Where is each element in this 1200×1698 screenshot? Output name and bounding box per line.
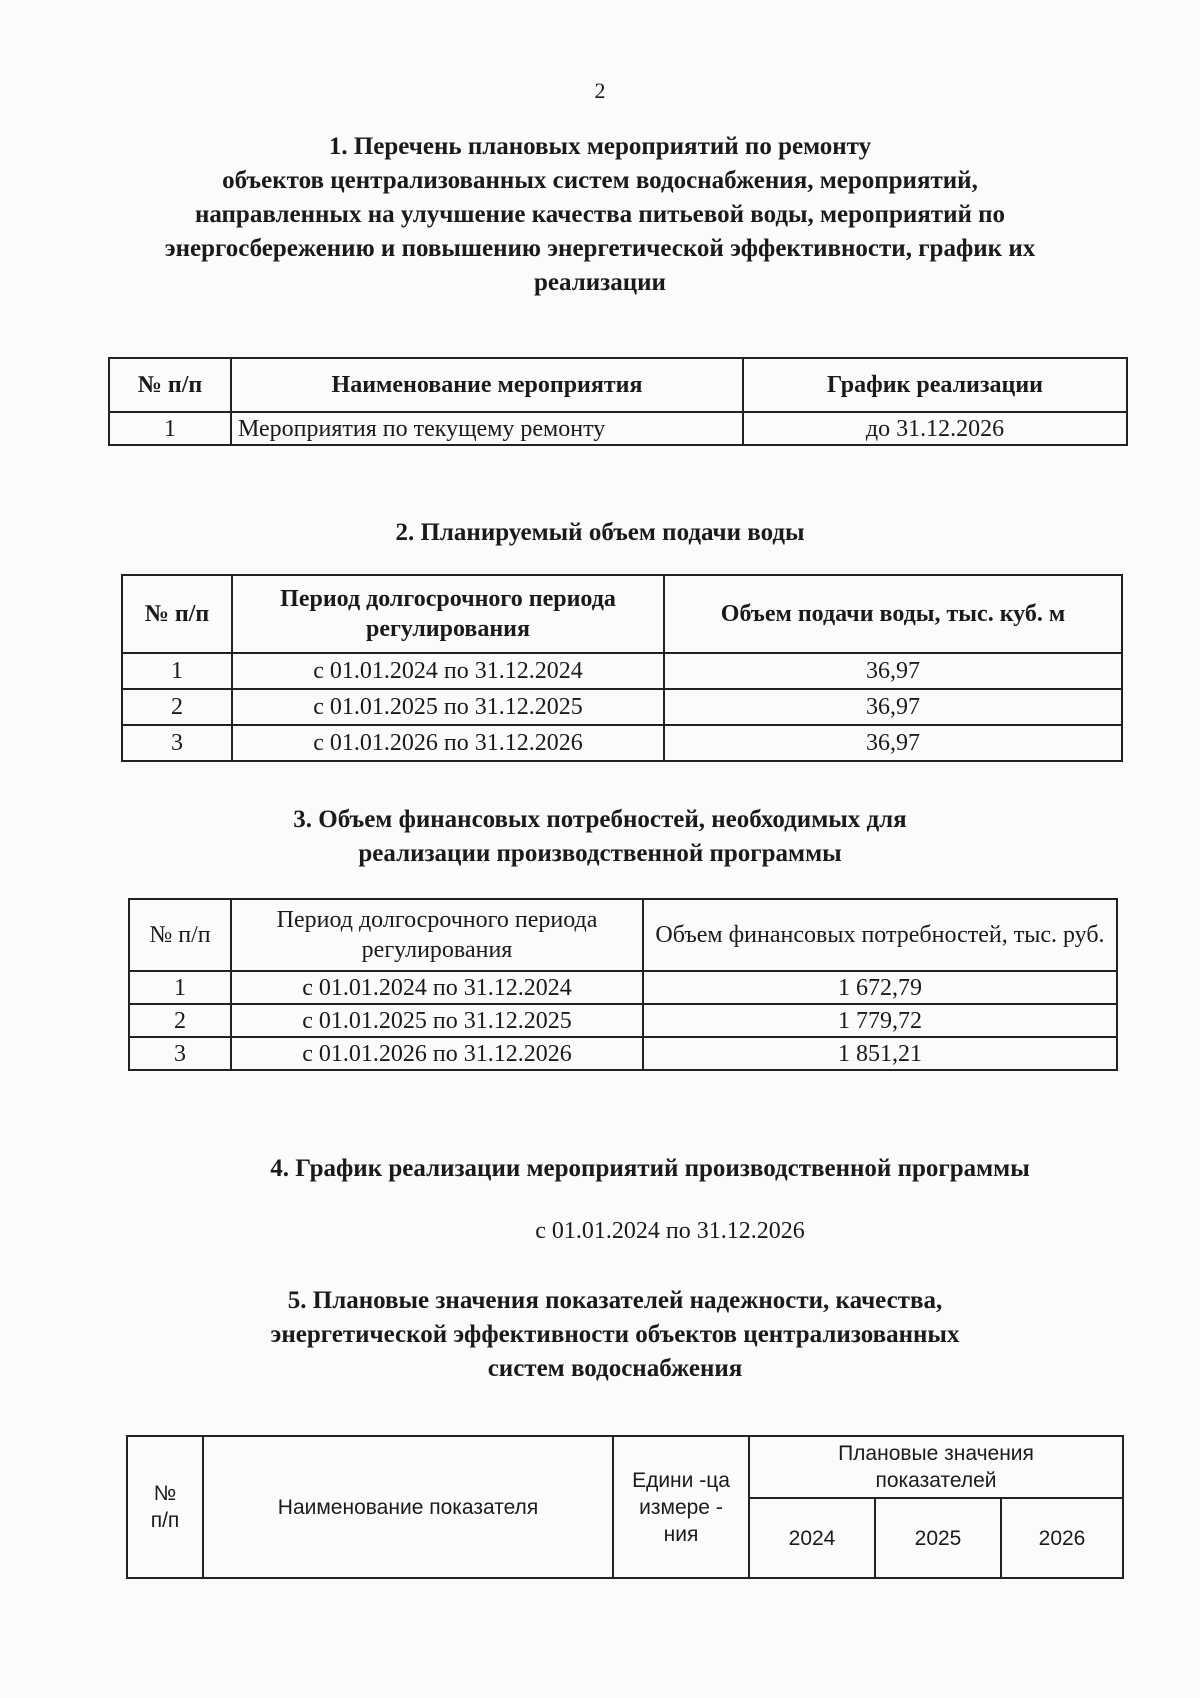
column-header xyxy=(613,1436,749,1578)
column-header xyxy=(127,1436,203,1578)
section3-heading-line: 3. Объем финансовых потребностей, необходимых для xyxy=(293,806,907,833)
section5-table xyxy=(126,1435,1124,1579)
table-cell: 1 672,79 xyxy=(643,971,1117,1004)
section3-table xyxy=(128,898,1118,1071)
table-row xyxy=(122,725,1122,761)
table-header-row xyxy=(127,1436,1123,1498)
section2-table xyxy=(121,574,1123,762)
section1-heading-line: направленных на улучшение качества питьевой воды, мероприятий по xyxy=(194,201,1006,228)
table-cell: с 01.01.2024 по 31.12.2024 xyxy=(232,653,664,689)
table-header-row xyxy=(109,358,1127,412)
table-cell: с 01.01.2026 по 31.12.2026 xyxy=(232,725,664,761)
section1-heading-line: энергосбережению и повышению энергетической эффективности, график их xyxy=(164,235,1036,262)
table-cell: Мероприятия по текущему ремонту xyxy=(231,412,743,445)
table-cell: 1 xyxy=(129,971,231,1004)
column-header-text: Плановые значения показателей xyxy=(838,1442,1034,1492)
section2-heading: 2. Планируемый объем подачи воды xyxy=(395,519,805,546)
column-header: № п/п xyxy=(129,899,231,971)
section1-heading-line: реализации xyxy=(534,269,666,296)
table-row xyxy=(129,971,1117,1004)
table-cell: 3 xyxy=(122,725,232,761)
section4-heading: 4. График реализации мероприятий производственной программы xyxy=(270,1155,1030,1182)
table-cell: 2 xyxy=(129,1004,231,1037)
table-row xyxy=(122,653,1122,689)
table-cell: 1 xyxy=(122,653,232,689)
table-cell: с 01.01.2024 по 31.12.2024 xyxy=(231,971,643,1004)
column-header: График реализации xyxy=(743,358,1127,412)
section5-heading-line: систем водоснабжения xyxy=(487,1355,743,1382)
table-row xyxy=(122,689,1122,725)
year-header: 2025 xyxy=(875,1498,1001,1578)
table-row xyxy=(129,1004,1117,1037)
table-cell: 1 779,72 xyxy=(643,1004,1117,1037)
table-cell: с 01.01.2025 по 31.12.2025 xyxy=(232,689,664,725)
table-cell: с 01.01.2025 по 31.12.2025 xyxy=(231,1004,643,1037)
column-header-text: Едини -ца измере - ния xyxy=(632,1468,730,1546)
column-header: № п/п xyxy=(122,575,232,653)
section1-heading xyxy=(100,130,1100,300)
column-header: Объем финансовых потребностей, тыс. руб. xyxy=(643,899,1117,971)
table-row xyxy=(129,1037,1117,1070)
section5-heading-line: энергетической эффективности объектов централизованных xyxy=(270,1321,960,1348)
table-cell: 2 xyxy=(122,689,232,725)
column-header: Период долгосрочного периода регулирования xyxy=(232,575,664,653)
table-cell: до 31.12.2026 xyxy=(743,412,1127,445)
section1-heading-line: 1. Перечень плановых мероприятий по ремонту xyxy=(328,133,872,160)
table-cell: 36,97 xyxy=(664,653,1122,689)
page-number: 2 xyxy=(594,78,606,103)
table-cell: 36,97 xyxy=(664,689,1122,725)
section5-heading-line: 5. Плановые значения показателей надежности, качества, xyxy=(287,1287,943,1314)
column-header: Наименование мероприятия xyxy=(231,358,743,412)
section4-period: с 01.01.2024 по 31.12.2026 xyxy=(535,1218,805,1244)
table-cell: 36,97 xyxy=(664,725,1122,761)
table-cell: 1 851,21 xyxy=(643,1037,1117,1070)
year-header: 2026 xyxy=(1001,1498,1123,1578)
section5-heading xyxy=(150,1284,1080,1386)
table-header-row xyxy=(122,575,1122,653)
section1-table xyxy=(108,357,1128,446)
year-header: 2024 xyxy=(749,1498,875,1578)
column-header: Период долгосрочного периода регулирования xyxy=(231,899,643,971)
table-header-row xyxy=(129,899,1117,971)
table-row xyxy=(109,412,1127,445)
table-cell: 1 xyxy=(109,412,231,445)
column-header xyxy=(749,1436,1123,1498)
section3-heading xyxy=(100,803,1100,871)
table-cell: с 01.01.2026 по 31.12.2026 xyxy=(231,1037,643,1070)
column-header-text: № п/п xyxy=(150,1482,180,1532)
table-cell: 3 xyxy=(129,1037,231,1070)
column-header: № п/п xyxy=(109,358,231,412)
section3-heading-line: реализации производственной программы xyxy=(358,840,842,867)
column-header: Наименование показателя xyxy=(203,1436,613,1578)
column-header: Объем подачи воды, тыс. куб. м xyxy=(664,575,1122,653)
section1-heading-line: объектов централизованных систем водоснабжения, мероприятий, xyxy=(222,167,978,194)
